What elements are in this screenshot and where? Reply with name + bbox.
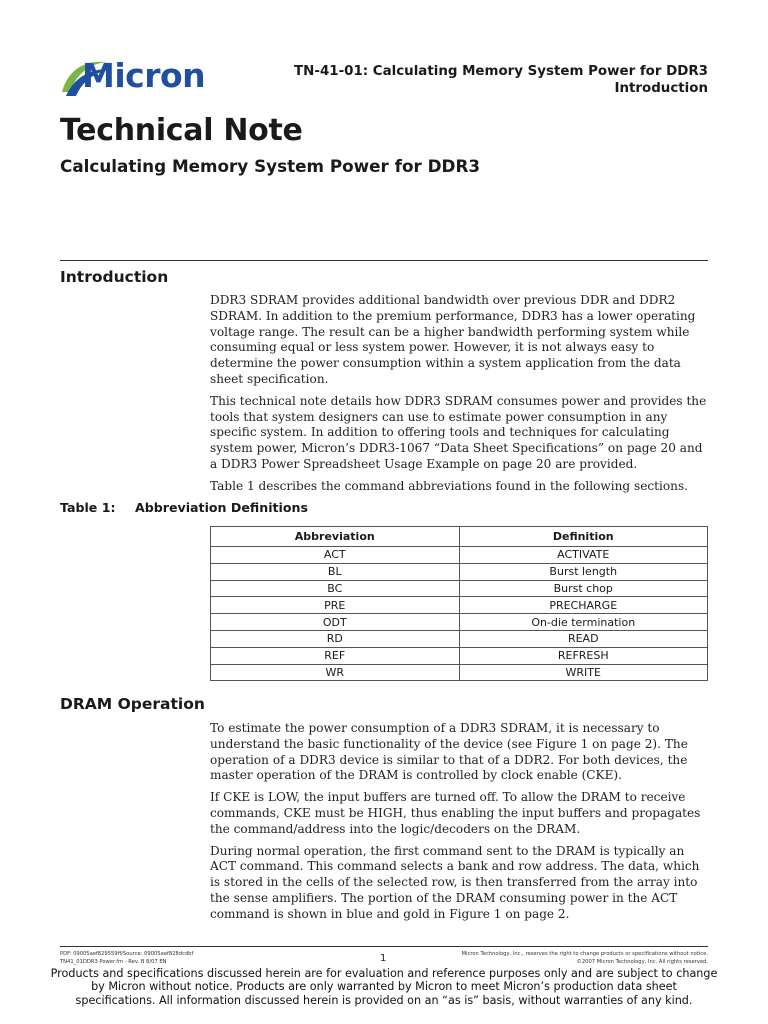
definition-cell: PRECHARGE	[459, 597, 708, 614]
footer-pdf-source: PDF: 09005aef829559ff/Source: 09005aef828dcdbf	[60, 951, 194, 957]
table-row	[211, 647, 708, 664]
abbreviation-cell: PRE	[211, 597, 460, 614]
table-row	[211, 597, 708, 614]
table-row	[211, 614, 708, 631]
dram-paragraph: During normal operation, the first command sent to the DRAM is typically an ACT command. This command selects a bank and row address. The data, which is stored in the cells of the selected row, is then transferred from the array into the sense amplifiers. The portion of the DRAM consuming power in the ACT command is shown in blue and gold in Figure 1 on page 2.	[210, 843, 700, 921]
footer-disclaimer: Products and specifications discussed herein are for evaluation and reference purposes only and are subject to change by Micron without notice. Products are only warranted by Micron to meet Micron’s production data sheet specifications. All information discussed herein is provided on an “as is” basis, without warranties of any kind.	[50, 967, 718, 1007]
abbreviation-cell: RD	[211, 630, 460, 647]
abbreviation-cell: ODT	[211, 614, 460, 631]
header-doc-title: TN-41-01: Calculating Memory System Power for DDR3	[294, 64, 708, 79]
definition-cell: REFRESH	[459, 647, 708, 664]
abbreviation-cell: ACT	[211, 547, 460, 564]
logo-text: Micron	[82, 56, 206, 95]
page-subtitle: Calculating Memory System Power for DDR3	[60, 156, 481, 176]
abbreviation-table	[210, 526, 708, 681]
abbreviation-cell: BL	[211, 563, 460, 580]
introduction-body	[210, 293, 710, 501]
dram-operation-body	[210, 721, 710, 929]
table-label: Table 1:	[60, 500, 116, 515]
dram-paragraph: To estimate the power consumption of a DDR3 SDRAM, it is necessary to understand the basic functionality of the device (see Figure 1 on page 2). The operation of a DDR3 device is similar to that of a DDR2. For both devices, the master operation of the DRAM is controlled by clock enable (CKE).	[210, 721, 688, 783]
definition-cell: On-die termination	[459, 614, 708, 631]
footer-copyright	[462, 950, 708, 966]
footer-source-info	[60, 950, 193, 966]
intro-paragraph: DDR3 SDRAM provides additional bandwidth over previous DDR and DDR2 SDRAM. In addition to the premium performance, DDR3 has a lower operating voltage range. The result can be a higher bandwidth performing system while consuming equal or less system power. However, it is not always easy to determine the power consumption within a system application from the data sheet specification.	[210, 293, 696, 386]
dram-operation-heading: DRAM Operation	[60, 695, 205, 713]
intro-paragraph: Table 1 describes the command abbreviations found in the following sections.	[210, 478, 689, 493]
definition-cell: ACTIVATE	[459, 547, 708, 564]
abbreviation-cell: REF	[211, 647, 460, 664]
column-header-abbreviation: Abbreviation	[211, 527, 460, 547]
table-title: Abbreviation Definitions	[135, 500, 308, 515]
table-row	[211, 630, 708, 647]
header-section: Introduction	[614, 81, 708, 96]
table-row	[211, 664, 708, 681]
table-row	[211, 547, 708, 564]
table-caption	[60, 500, 308, 515]
table-row	[211, 580, 708, 597]
abbreviation-cell: BC	[211, 580, 460, 597]
footer-copyright-line: ©2007 Micron Technology, Inc. All rights reserved.	[576, 959, 708, 965]
micron-logo	[60, 52, 210, 98]
introduction-heading: Introduction	[60, 268, 169, 286]
running-header	[294, 63, 708, 97]
intro-paragraph: This technical note details how DDR3 SDRAM consumes power and provides the tools that system designers can use to estimate power consumption in any specific system. In addition to offering tools and techniques for calculating system power, Micron’s DDR3-1067 “Data Sheet Specifications” on page 20 and a DDR3 Power Spreadsheet Usage Example on page 20 are provided.	[210, 393, 707, 471]
page-title: Technical Note	[60, 113, 303, 148]
page-number: 1	[380, 953, 387, 964]
definition-cell: WRITE	[459, 664, 708, 681]
footer-file-revision: TN41_01DDR3 Power.fm - Rev. B 8/07 EN	[60, 959, 167, 965]
dram-paragraph: If CKE is LOW, the input buffers are turned off. To allow the DRAM to receive commands, CKE must be HIGH, thus enabling the input buffers and propagates the command/address into the logic/decoders on the DRAM.	[210, 790, 701, 836]
column-header-definition: Definition	[459, 527, 708, 547]
definition-cell: Burst chop	[459, 580, 708, 597]
table-header-row	[211, 527, 708, 547]
table-row	[211, 563, 708, 580]
abbreviation-cell: WR	[211, 664, 460, 681]
definition-cell: READ	[459, 630, 708, 647]
footer-divider	[60, 946, 708, 947]
definition-cell: Burst length	[459, 563, 708, 580]
footer-rights-notice: Micron Technology, Inc., reserves the right to change products or specifications without notice.	[461, 951, 708, 957]
section-divider	[60, 260, 708, 261]
